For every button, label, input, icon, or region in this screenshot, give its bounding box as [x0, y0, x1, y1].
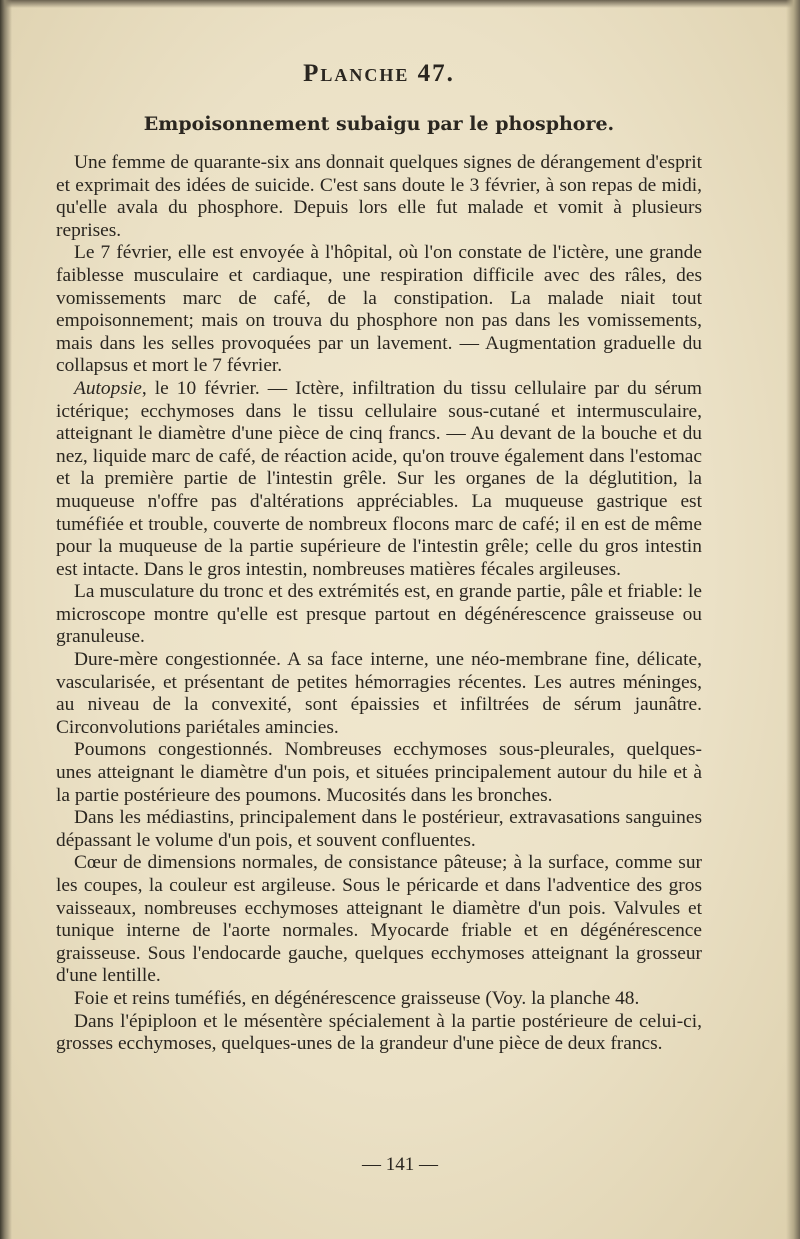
- paragraph-text: Poumons congestionnés. Nombreuses ecchymoses sous-pleurales, quelques-unes atteignant le diamètre d'un pois, et situées principalement autour du hile et à la partie postérieure des poumons. Mucosités dans les bronches.: [56, 739, 702, 806]
- paragraph-lead: Autopsie: [74, 377, 142, 399]
- paragraph-text: Dans les médiastins, principalement dans le postérieur, extravasations sanguines dépassant le volume d'un pois, et souvent confluentes.: [56, 807, 702, 851]
- page-top-edge-shadow: [0, 0, 800, 8]
- paragraph: [56, 807, 702, 852]
- page-right-edge-shadow: [786, 0, 800, 1239]
- page-binding-shadow: [0, 0, 12, 1239]
- paragraph-text: , le 10 février. — Ictère, infiltration du tissu cellulaire par du sérum ictérique; ecchymoses dans le tissu cellulaire sous-cutané et intermusculaire, atteignant le diamètre d'une pièce de cinq francs. — Au devant de la bouche et du nez, liquide marc de café, de réaction acide, qu'on trouve également dans l'estomac et la première partie de l'intestin grêle. Sur les organes de la déglutition, la muqueuse n'offre pas d'altérations appréciables. La muqueuse gastrique est tuméfiée et trouble, couverte de nombreux flocons marc de café; il en est de même pour la muqueuse de la partie supérieure de l'intestin grêle; celle du gros intestin est intacte. Dans le gros intestin, nombreuses matières fécales argileuses.: [56, 377, 702, 580]
- paragraph: [56, 988, 702, 1011]
- article-title: Empoisonnement subaigu par le phosphore.: [143, 113, 615, 135]
- paragraph: [56, 242, 702, 378]
- paragraph-text: Cœur de dimensions normales, de consistance pâteuse; à la surface, comme sur les coupes, la couleur est argileuse. Sous le péricarde et dans l'adventice des gros vaisseaux, nombreuses ecchymoses atteignant le diamètre d'un pois. Valvules et tunique interne de l'aorte normales. Myocarde friable et en dégénérescence graisseuse. Sous l'endocarde gauche, quelques ecchymoses atteignant la grosseur d'une lentille.: [56, 852, 702, 987]
- paragraph: [56, 852, 702, 988]
- text-block: [56, 58, 702, 1056]
- paragraph-text: Dans l'épiploon et le mésentère spécialement à la partie postérieure de celui-ci, grosses ecchymoses, quelques-unes de la grandeur d'une pièce de deux francs.: [56, 1010, 702, 1055]
- paragraph: [56, 1011, 702, 1056]
- paragraph: [56, 649, 702, 739]
- plate-title: Planche 47.: [303, 60, 455, 87]
- paragraph: [56, 739, 702, 807]
- paragraph: [56, 378, 702, 581]
- paragraph-text: Dure-mère congestionnée. A sa face interne, une néo-membrane fine, délicate, vascularisée, et présentant de petites hémorragies récentes. Les autres méninges, au niveau de la convexité, sont épaissies et infiltrées de sérum jaunâtre. Circonvolutions pariétales amincies.: [56, 649, 702, 738]
- paragraph-text: Foie et reins tuméfiés, en dégénérescence graisseuse (Voy. la planche 48.: [74, 987, 640, 1009]
- paragraph-text: Le 7 février, elle est envoyée à l'hôpital, où l'on constate de l'ictère, une grande faiblesse musculaire et cardiaque, une respiration difficile avec des râles, des vomissements marc de café, de la constipation. La malade niait tout empoisonnement; mais on trouva du phosphore non pas dans les vomissements, mais dans les selles provoquées par un lavement. — Augmentation graduelle du collapsus et mort le 7 février.: [56, 242, 702, 377]
- paragraph: [56, 581, 702, 649]
- paragraph: [56, 152, 702, 242]
- paragraph-text: Une femme de quarante-six ans donnait quelques signes de dérangement d'esprit et exprimait des idées de suicide. C'est sans doute le 3 février, à son repas de midi, qu'elle avala du phosphore. Depuis lors elle fut malade et vomit à plusieurs reprises.: [56, 152, 702, 241]
- paragraph-text: La musculature du tronc et des extrémités est, en grande partie, pâle et friable: le microscope montre qu'elle est presque partout en dégénérescence graisseuse ou granuleuse.: [56, 581, 702, 648]
- page-number: — 141 —: [362, 1154, 438, 1175]
